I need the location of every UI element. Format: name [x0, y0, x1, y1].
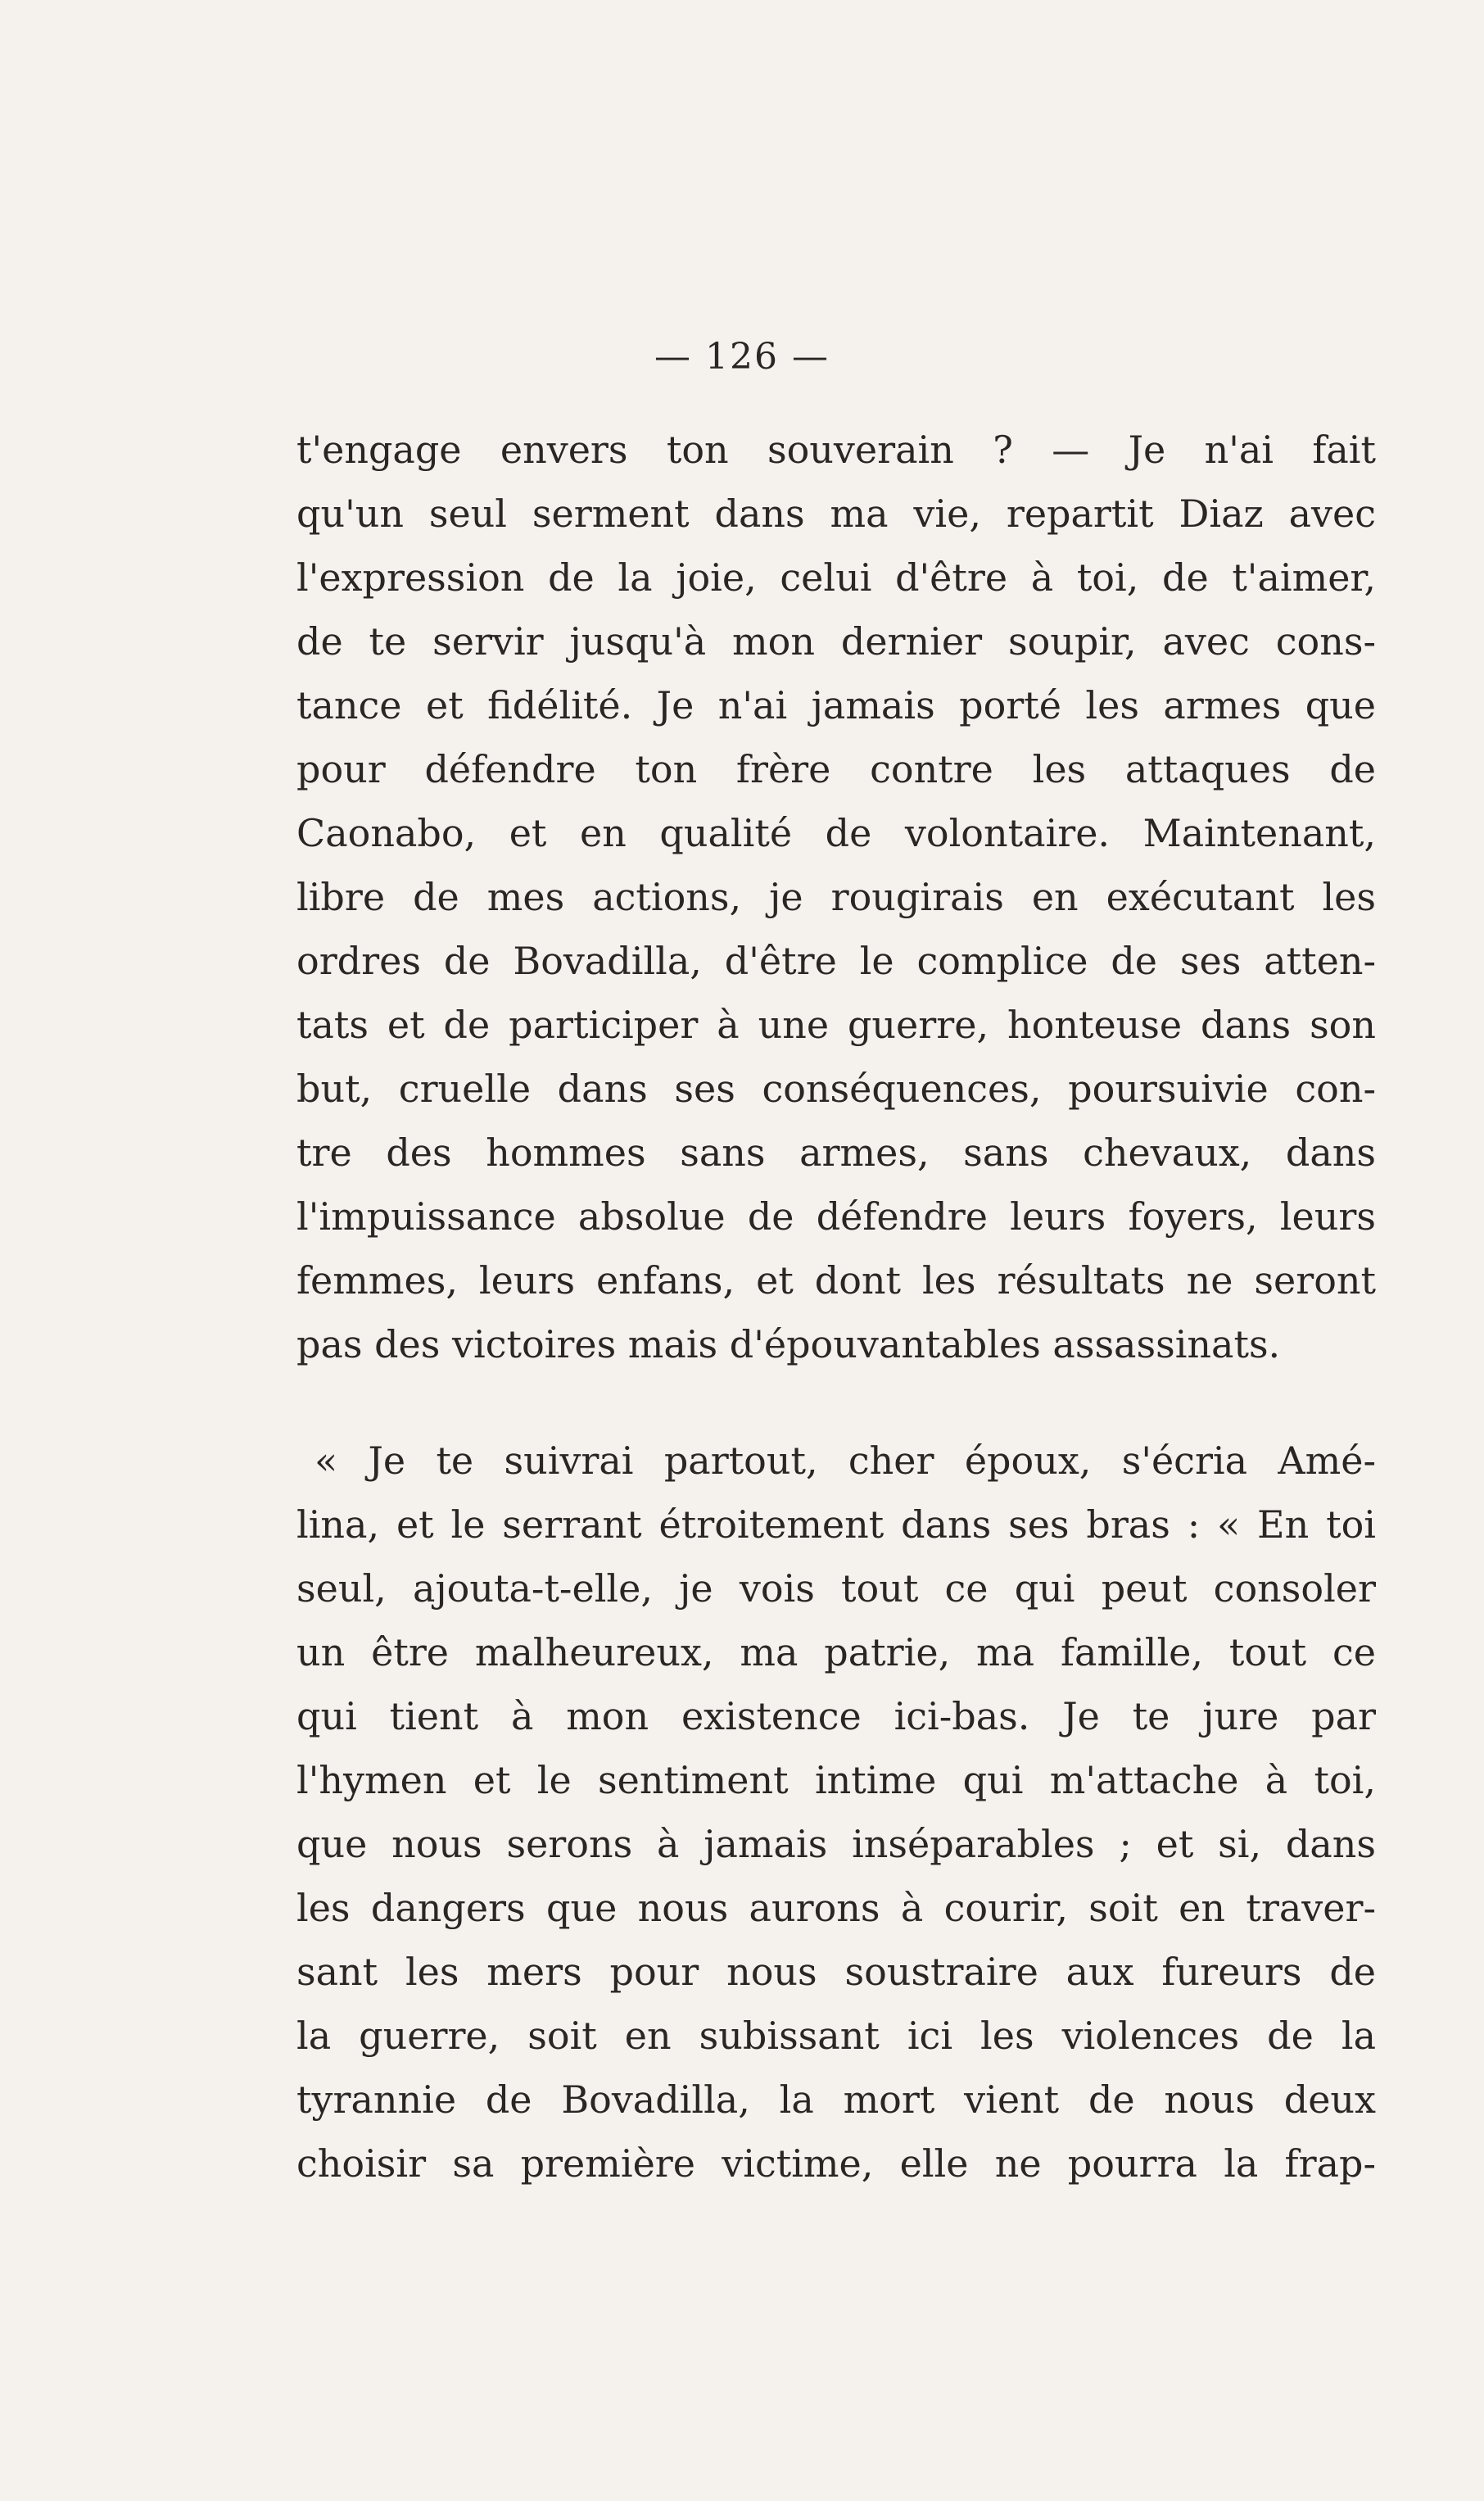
text-line: choisir sa première victime, elle ne pourra la frap- [296, 2141, 1376, 2186]
text-line: la guerre, soit en subissant ici les violences de la [296, 2014, 1376, 2058]
text-line: tats et de participer à une guerre, honteuse dans son [296, 1003, 1376, 1047]
paragraph-2 [296, 1429, 1376, 2195]
text-line: l'impuissance absolue de défendre leurs foyers, leurs [296, 1194, 1376, 1239]
text-line: qui tient à mon existence ici-bas. Je te jure par [296, 1694, 1376, 1738]
text-line: l'hymen et le sentiment intime qui m'attache à toi, [296, 1758, 1376, 1802]
text-line: pas des victoires mais d'épouvantables assassinats. [296, 1322, 1281, 1366]
text-line: lina, et le serrant étroitement dans ses bras : « En toi [296, 1502, 1376, 1547]
text-line: « Je te suivrai partout, cher époux, s'écria Amé- [314, 1439, 1376, 1483]
paragraph-1 [296, 418, 1376, 1376]
text-line: de te servir jusqu'à mon dernier soupir, avec cons- [296, 619, 1376, 664]
text-line: sant les mers pour nous soustraire aux fureurs de [296, 1950, 1376, 1994]
text-line: but, cruelle dans ses conséquences, poursuivie con- [296, 1067, 1376, 1111]
text-line: un être malheureux, ma patrie, ma famille, tout ce [296, 1630, 1376, 1674]
text-line: femmes, leurs enfans, et dont les résultats ne seront [296, 1258, 1376, 1303]
text-line: pour défendre ton frère contre les attaques de [296, 747, 1376, 791]
text-line: tre des hommes sans armes, sans chevaux, dans [296, 1130, 1376, 1175]
page-number: — 126 — [654, 336, 830, 378]
text-line: Caonabo, et en qualité de volontaire. Maintenant, [296, 811, 1376, 855]
text-line: l'expression de la joie, celui d'être à toi, de t'aimer, [296, 555, 1376, 600]
text-line: t'engage envers ton souverain ? — Je n'ai fait [296, 428, 1376, 472]
text-line: que nous serons à jamais inséparables ; et si, dans [296, 1822, 1376, 1866]
text-line: libre de mes actions, je rougirais en exécutant les [296, 875, 1376, 919]
text-line: ordres de Bovadilla, d'être le complice de ses atten- [296, 939, 1376, 983]
text-line: tyrannie de Bovadilla, la mort vient de nous deux [296, 2077, 1376, 2122]
text-line: seul, ajouta-t-elle, je vois tout ce qui peut consoler [296, 1566, 1376, 1611]
text-line: tance et fidélité. Je n'ai jamais porté les armes que [296, 683, 1376, 727]
text-line: les dangers que nous aurons à courir, soit en traver- [296, 1886, 1376, 1930]
text-line: qu'un seul serment dans ma vie, repartit Diaz avec [296, 492, 1376, 536]
